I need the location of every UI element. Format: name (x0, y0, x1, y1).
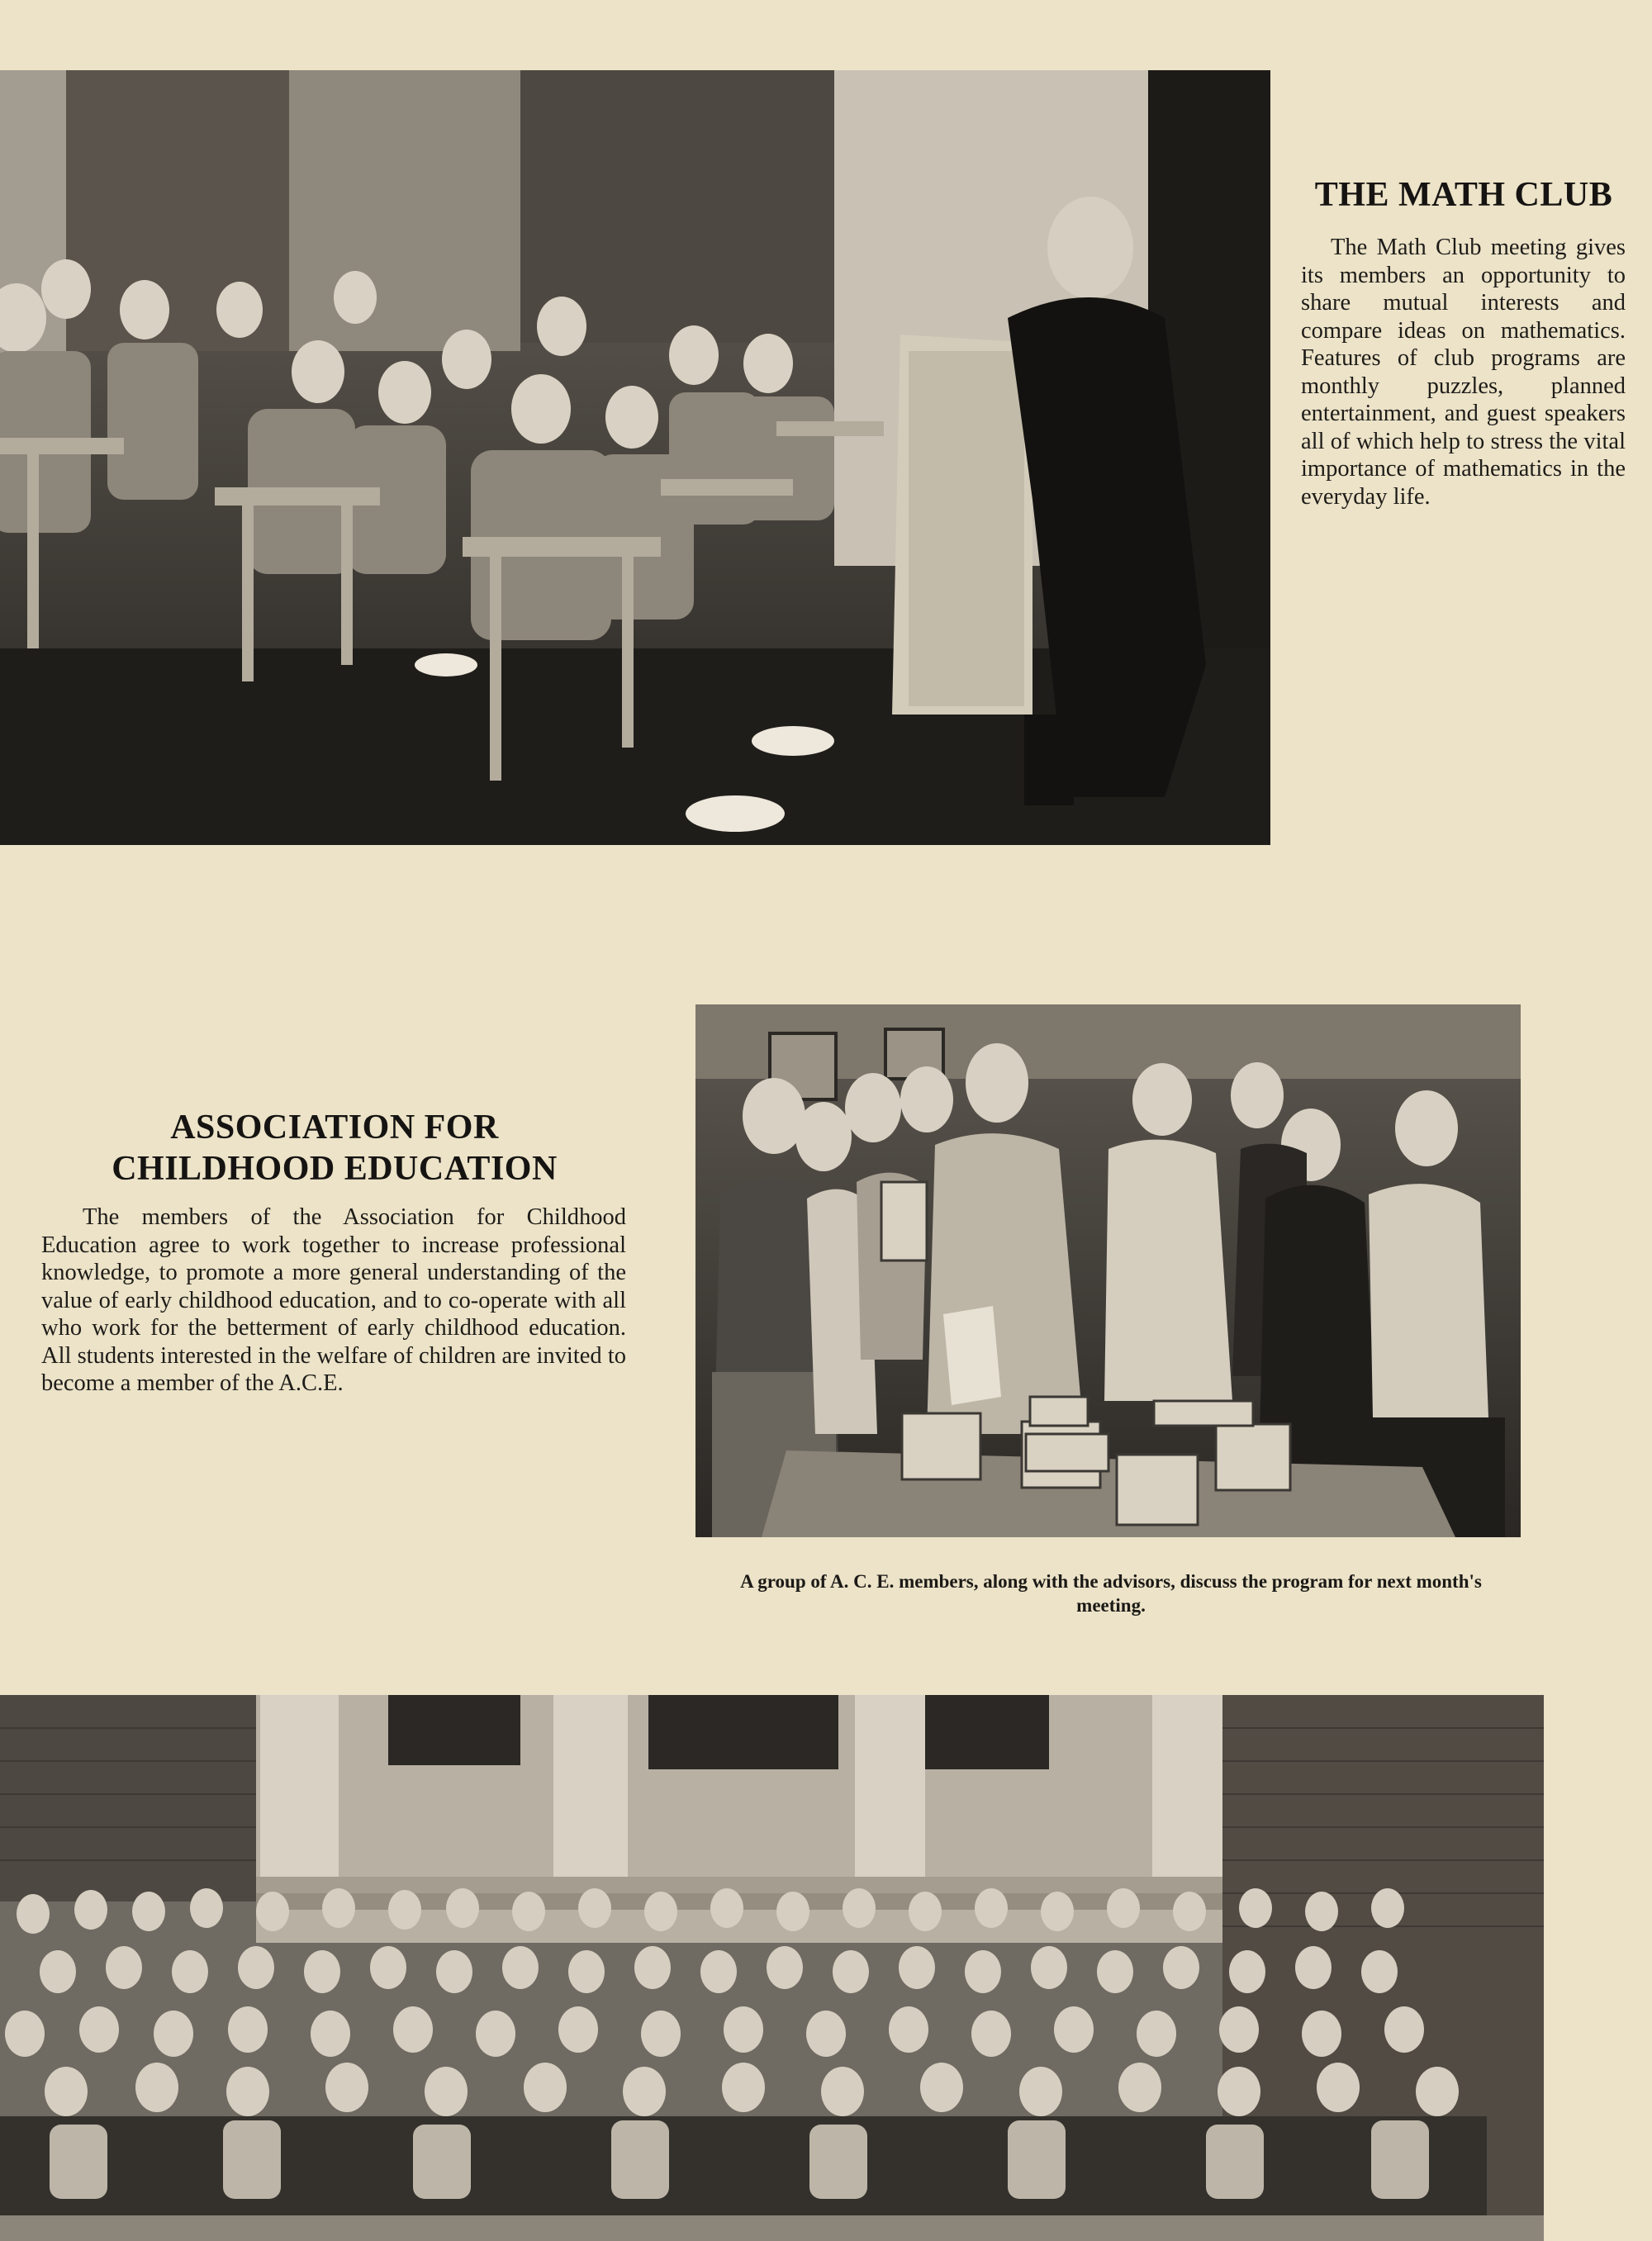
group-discussion-photo-icon (695, 1004, 1521, 1537)
large-group-portrait-photo-icon (0, 1695, 1544, 2241)
ace-title-line-1: ASSOCIATION FOR (170, 1109, 499, 1147)
group-portrait-photo (0, 1695, 1544, 2241)
ace-discussion-photo (695, 1004, 1521, 1537)
math-club-description: The Math Club meeting gives its members an opportunity to share mutual interests and compare ideas on mathematics. Features of club programs are monthly puzzles, planned entertainment, and guest speakers all of which help to stress the vital importance of mathematics in the everyday life. (1301, 235, 1626, 510)
ace-description: The members of the Association for Childhood Education agree to work together to increase professional knowledge, to promote a more general understanding of the value of early childhood education, and to co-operate with all who work for the betterment of early childhood education. All students interested in the welfare of children are invited to become a member of the A.C.E. (41, 1204, 626, 1396)
ace-title (66, 1107, 603, 1189)
ace-title-line-2: CHILDHOOD EDUCATION (112, 1150, 558, 1188)
ace-photo-caption: A group of A. C. E. members, along with the advisors, discuss the program for next month's meeting. (740, 1571, 1482, 1616)
math-club-title: THE MATH CLUB (1314, 176, 1613, 214)
math-club-photo (0, 70, 1270, 845)
classroom-lecture-photo-icon (0, 70, 1270, 845)
